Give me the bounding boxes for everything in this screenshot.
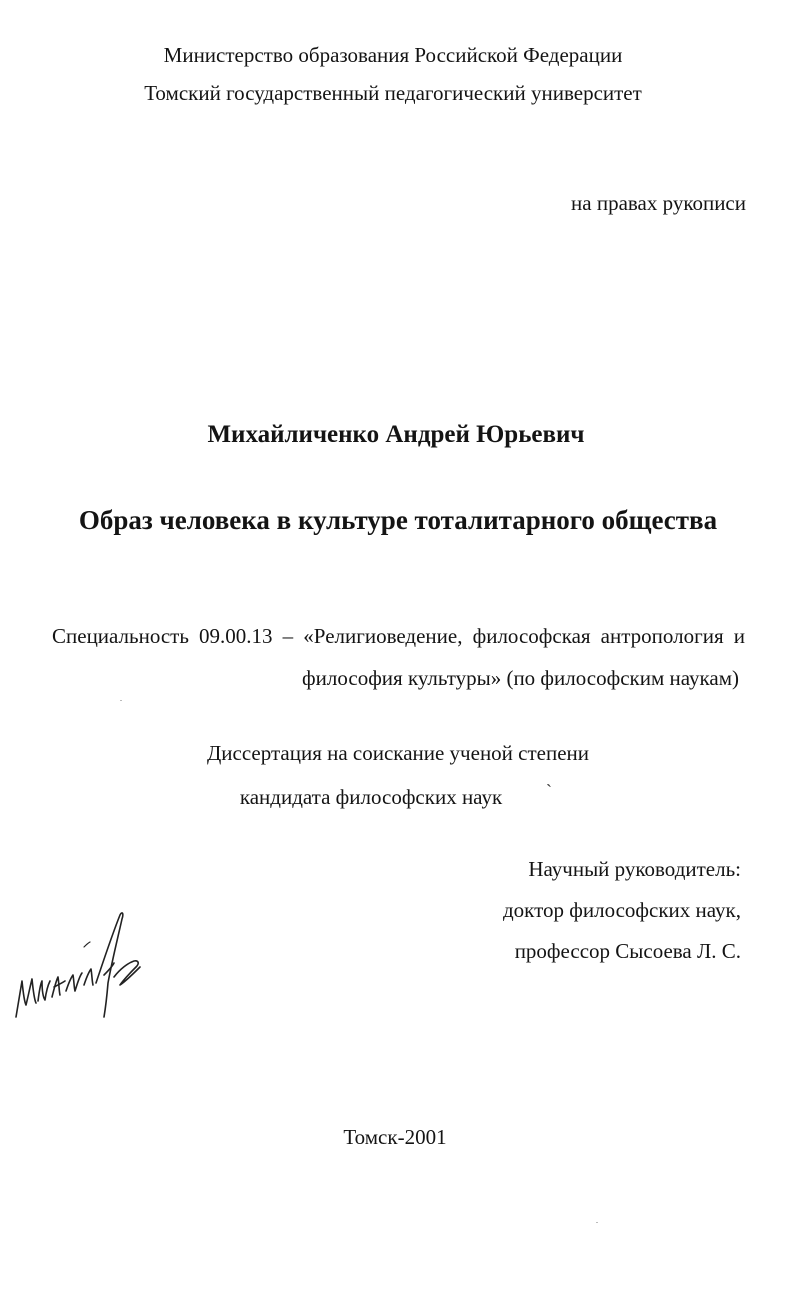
dissertation-title: Образ человека в культуре тоталитарного общества xyxy=(78,505,718,535)
scan-speck xyxy=(596,1222,598,1223)
handwritten-signature xyxy=(8,905,148,1030)
advisor-degree: доктор философских наук, xyxy=(503,898,741,922)
advisor-label: Научный руководитель: xyxy=(528,857,741,881)
scan-speck xyxy=(120,700,122,701)
stray-mark: ˋ xyxy=(546,781,552,801)
degree-line-2: кандидата философских наук xyxy=(239,785,503,809)
advisor-name: профессор Сысоева Л. С. xyxy=(514,939,741,963)
manuscript-note: на правах рукописи xyxy=(571,191,746,215)
degree-line-1: Диссертация на соискание ученой степени xyxy=(206,741,590,765)
specialty-line-2: философия культуры» (по философским наукам) xyxy=(302,666,739,690)
city-year: Томск-2001 xyxy=(343,1125,447,1149)
specialty-line-1: Специальность 09.00.13 – «Религиоведение, философская антропология и xyxy=(52,624,745,648)
author-name: Михайличенко Андрей Юрьевич xyxy=(207,421,585,448)
ministry-name: Министерство образования Российской Федерации xyxy=(163,43,623,67)
university-name: Томский государственный педагогический университет xyxy=(144,81,642,105)
